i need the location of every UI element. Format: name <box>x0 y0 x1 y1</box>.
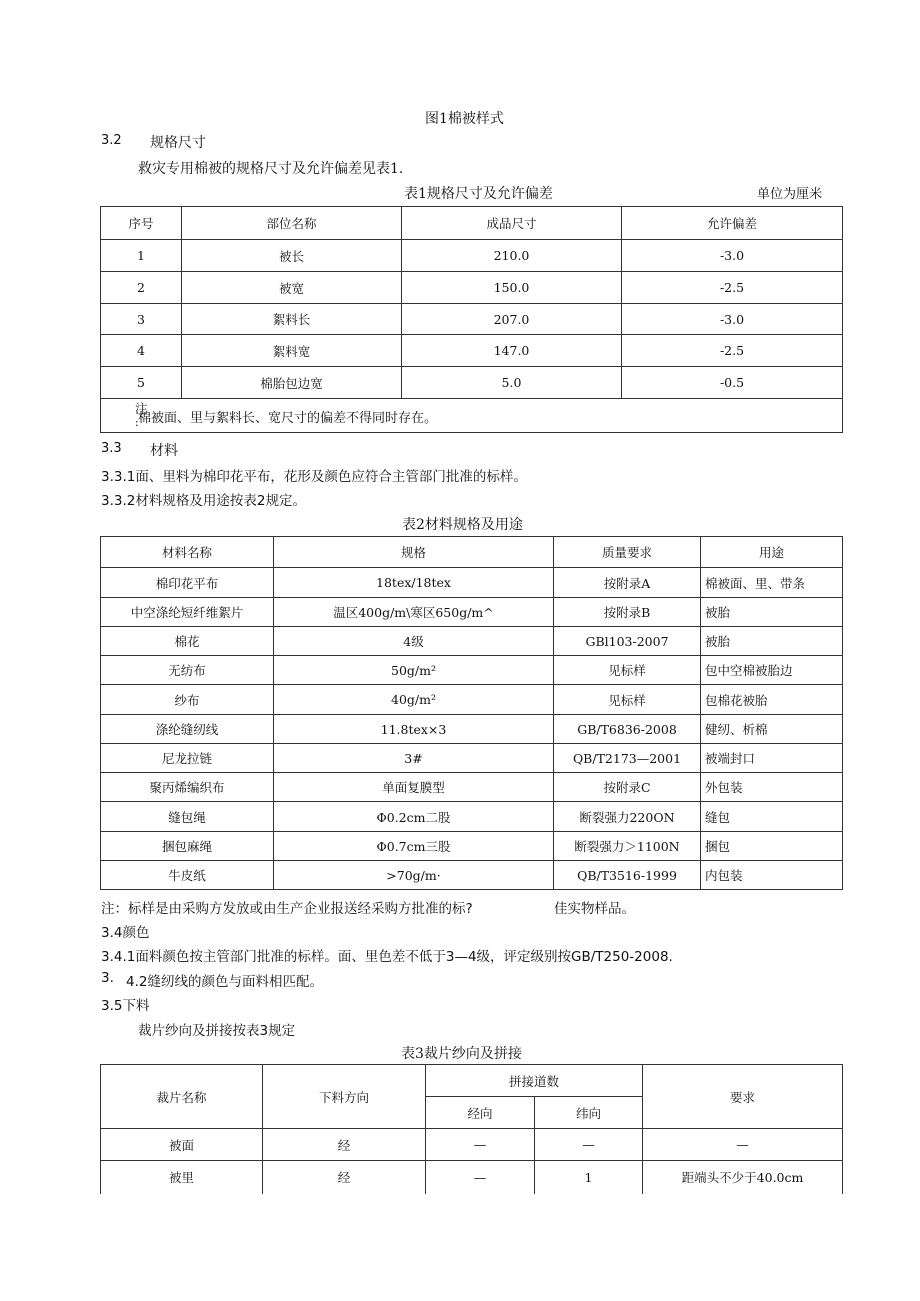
table1-note-mark: : <box>135 416 139 429</box>
table2-cell: 牛皮纸 <box>101 861 274 890</box>
table3-cell: 经 <box>263 1129 426 1161</box>
table1-cell: 147.0 <box>402 335 622 367</box>
table1-note-row <box>101 399 843 433</box>
table2-cell: 50g/m² <box>274 656 554 685</box>
table3-row <box>101 1161 843 1194</box>
table2-note-tail: 佳实物样品。 <box>554 901 635 917</box>
table2-title: 表2材料规格及用途 <box>402 517 523 533</box>
section-3-4-2-text: 4.2缝纫线的颜色与面料相匹配。 <box>126 974 323 990</box>
table1-cell: -3.0 <box>622 304 843 335</box>
table1-cell: 3 <box>101 304 182 335</box>
table2-cell: 中空涤纶短纤维絮片 <box>101 598 274 627</box>
table2-note: 注：标样是由采购方发放或由生产企业报送经采购方批准的标? <box>101 901 473 917</box>
section-3-5-title: 3.5下料 <box>101 998 150 1014</box>
table2-row <box>101 861 843 890</box>
table1-cell: 絮料长 <box>182 304 402 335</box>
table1-cell: 150.0 <box>402 272 622 304</box>
table1-header-cell: 允许偏差 <box>622 207 843 240</box>
table2-row <box>101 627 843 656</box>
table2-cell: 断裂强力＞1100N <box>554 832 701 861</box>
table2-cell: 包中空棉被胎边 <box>701 656 843 685</box>
table1-row <box>101 335 843 367</box>
table2-cell: 温区400g/m\寒区650g/m^ <box>274 598 554 627</box>
table3-cell: — <box>535 1129 643 1161</box>
table1-header-row <box>101 207 843 240</box>
table2-cell: 捆包 <box>701 832 843 861</box>
table1-cell: 被宽 <box>182 272 402 304</box>
table2-header-cell: 质量要求 <box>554 537 701 568</box>
table1-row <box>101 272 843 304</box>
table2-row <box>101 598 843 627</box>
table2-cell: 按附录C <box>554 773 701 802</box>
table1-header-cell: 部位名称 <box>182 207 402 240</box>
table1-cell: 棉胎包边宽 <box>182 367 402 399</box>
table2-cell: 聚丙烯编织布 <box>101 773 274 802</box>
table2-row <box>101 832 843 861</box>
table2-cell: 纱布 <box>101 685 274 715</box>
table2-cell: >70g/m· <box>274 861 554 890</box>
table1-row <box>101 304 843 335</box>
table2-cell: Φ0.2cm二股 <box>274 802 554 832</box>
table1-cell: 210.0 <box>402 240 622 272</box>
table1-note-label: 注 <box>135 401 148 416</box>
table2-cell: 内包装 <box>701 861 843 890</box>
table1-cell: -2.5 <box>622 335 843 367</box>
table2-cell: 4级 <box>274 627 554 656</box>
table2-row <box>101 685 843 715</box>
table2-row <box>101 744 843 773</box>
table2-cell: 外包装 <box>701 773 843 802</box>
table2-cell: 缝包 <box>701 802 843 832</box>
section-3-2-number: 3.2 <box>101 133 122 148</box>
table2-cell: 40g/m² <box>274 685 554 715</box>
table2-cell: 包棉花被胎 <box>701 685 843 715</box>
section-3-3-2-text: 3.3.2材料规格及用途按表2规定。 <box>101 493 306 509</box>
table2-cell: 棉印花平布 <box>101 568 274 598</box>
table2-header-row <box>101 537 843 568</box>
table3-cell: 被里 <box>101 1161 263 1194</box>
table2-cell: 棉被面、里、带条 <box>701 568 843 598</box>
table1-header-cell: 序号 <box>101 207 182 240</box>
table1-header-cell: 成品尺寸 <box>402 207 622 240</box>
table2-cell: 缝包绳 <box>101 802 274 832</box>
section-3-2-text: 救灾专用棉被的规格尺寸及允许偏差见表1. <box>138 161 404 177</box>
table3-cell: — <box>426 1129 535 1161</box>
table1-unit: 单位为厘米 <box>757 187 823 202</box>
table1-cell: 1 <box>101 240 182 272</box>
table3-row <box>101 1129 843 1161</box>
table2-cell: 健纫、析棉 <box>701 715 843 744</box>
section-3-3-number: 3.3 <box>101 441 122 456</box>
table2-row <box>101 802 843 832</box>
table2-cell: 被胎 <box>701 627 843 656</box>
table2-cell: Φ0.7cm三股 <box>274 832 554 861</box>
table3-header-cell: 纬向 <box>535 1097 643 1129</box>
section-3-2-title: 规格尺寸 <box>150 135 206 151</box>
table1-note-text: 棉被面、里与絮料长、宽尺寸的偏差不得同时存在。 <box>138 411 438 426</box>
table2-row <box>101 773 843 802</box>
table1-cell: 5.0 <box>402 367 622 399</box>
table2 <box>100 536 843 890</box>
table2-header-cell: 用途 <box>701 537 843 568</box>
table2-row <box>101 715 843 744</box>
table1-cell: 被长 <box>182 240 402 272</box>
table1-cell: -2.5 <box>622 272 843 304</box>
table3-cell: 被面 <box>101 1129 263 1161</box>
table1-cell: 4 <box>101 335 182 367</box>
table2-cell: 断裂强力220ON <box>554 802 701 832</box>
table3-cell: 1 <box>535 1161 643 1194</box>
table1-note-cell <box>101 399 843 433</box>
figure-caption: 图1棉被样式 <box>425 111 504 127</box>
table2-cell: 单面复膜型 <box>274 773 554 802</box>
table3 <box>100 1064 843 1194</box>
table2-cell: 按附录A <box>554 568 701 598</box>
table3-header-cell: 要求 <box>643 1065 843 1129</box>
table2-cell: 棉花 <box>101 627 274 656</box>
table2-row <box>101 568 843 598</box>
table3-header-row <box>101 1065 843 1097</box>
table3-header-cell: 拼接道数 <box>426 1065 643 1097</box>
table1-cell: -0.5 <box>622 367 843 399</box>
table3-header-cell: 经向 <box>426 1097 535 1129</box>
table3-cell: — <box>643 1129 843 1161</box>
table1-cell: 絮料宽 <box>182 335 402 367</box>
section-3-3-title: 材料 <box>150 443 178 459</box>
table2-cell: 18tex/18tex <box>274 568 554 598</box>
table1-cell: -3.0 <box>622 240 843 272</box>
table2-cell: GB/T6836-2008 <box>554 715 701 744</box>
table3-title: 表3裁片纱向及拼接 <box>401 1046 522 1062</box>
table2-cell: 按附录B <box>554 598 701 627</box>
table3-cell: 距端头不少于40.0cm <box>643 1161 843 1194</box>
table3-header-cell: 下料方向 <box>263 1065 426 1129</box>
section-3-5-text: 裁片纱向及拼接按表3规定 <box>138 1023 296 1039</box>
table2-cell: 11.8tex×3 <box>274 715 554 744</box>
table2-cell: 涤纶缝纫线 <box>101 715 274 744</box>
section-3-3-1-text: 3.3.1面、里料为棉印花平布，花形及颜色应符合主管部门批准的标样。 <box>101 469 527 485</box>
section-3-4-2-number: 3. <box>101 970 114 986</box>
table2-cell: QB/T2173—2001 <box>554 744 701 773</box>
table1-cell: 207.0 <box>402 304 622 335</box>
table2-header-cell: 材料名称 <box>101 537 274 568</box>
table2-cell: 被端封口 <box>701 744 843 773</box>
section-3-4-title: 3.4颜色 <box>101 925 150 941</box>
table3-cell: 经 <box>263 1161 426 1194</box>
table2-cell: 无纺布 <box>101 656 274 685</box>
table1-row <box>101 367 843 399</box>
table2-cell: GBl103-2007 <box>554 627 701 656</box>
table1-cell: 5 <box>101 367 182 399</box>
table1-row <box>101 240 843 272</box>
table2-cell: 捆包麻绳 <box>101 832 274 861</box>
table1-cell: 2 <box>101 272 182 304</box>
table3-header-cell: 裁片名称 <box>101 1065 263 1129</box>
section-3-4-1-text: 3.4.1面料颜色按主管部门批准的标样。面、里色差不低于3—4级，评定级别按GB/T250-2008. <box>101 949 673 965</box>
table2-header-cell: 规格 <box>274 537 554 568</box>
table2-row <box>101 656 843 685</box>
table2-cell: 被胎 <box>701 598 843 627</box>
table2-cell: QB/T3516-1999 <box>554 861 701 890</box>
table2-cell: 见标样 <box>554 656 701 685</box>
table1 <box>100 206 843 433</box>
table3-cell: — <box>426 1161 535 1194</box>
table2-cell: 尼龙拉链 <box>101 744 274 773</box>
table2-cell: 见标样 <box>554 685 701 715</box>
table2-cell: 3# <box>274 744 554 773</box>
table1-title: 表1规格尺寸及允许偏差 <box>404 186 553 202</box>
